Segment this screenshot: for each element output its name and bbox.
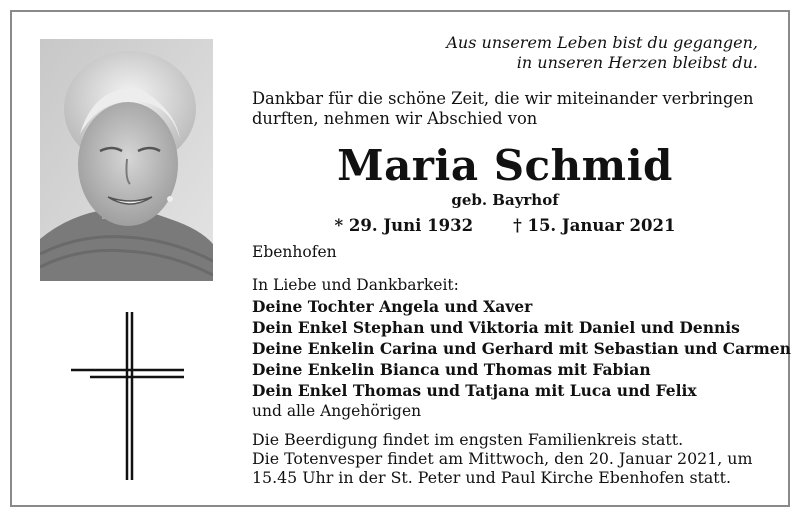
notice-line-1: Die Beerdigung findet im engsten Familienkreis statt. — [252, 430, 684, 449]
mourner-entry: Deine Enkelin Carina und Gerhard mit Sebastian und Carmen — [252, 339, 791, 358]
notice-line-3: 15.45 Uhr in der St. Peter und Paul Kirche Ebenhofen statt. — [252, 468, 732, 487]
intro-line-1: Dankbar für die schöne Zeit, die wir miteinander verbringen — [252, 89, 754, 108]
mourners-heading: In Liebe und Dankbarkeit: — [252, 276, 459, 294]
portrait-photo — [40, 39, 213, 281]
birth-date: * 29. Juni 1932 — [334, 216, 474, 235]
maiden-name: geb. Bayrhof — [451, 191, 559, 209]
deceased-name: Maria Schmid — [337, 141, 673, 190]
death-date: † 15. Januar 2021 — [513, 216, 676, 235]
mourner-entry: Dein Enkel Stephan und Viktoria mit Daniel und Dennis — [252, 318, 740, 337]
mourner-entry: Dein Enkel Thomas und Tatjana mit Luca und Felix — [252, 381, 697, 400]
verse-line-2: in unseren Herzen bleibst du. — [516, 53, 758, 72]
residence-place: Ebenhofen — [252, 243, 337, 261]
funeral-notice — [252, 430, 772, 487]
life-dates — [252, 214, 758, 238]
intro-line-2: durften, nehmen wir Abschied von — [252, 109, 538, 128]
mourners-list — [252, 275, 791, 422]
intro-text — [252, 89, 762, 129]
mourner-entry: Deine Tochter Angela und Xaver — [252, 297, 533, 316]
mourners-closing: und alle Angehörigen — [252, 402, 422, 420]
memorial-verse — [440, 33, 758, 73]
mourner-entry: Deine Enkelin Bianca und Thomas mit Fabian — [252, 360, 651, 379]
cross-icon — [70, 310, 185, 482]
notice-line-2: Die Totenvesper findet am Mittwoch, den 20. Januar 2021, um — [252, 449, 753, 468]
verse-line-1: Aus unserem Leben bist du gegangen, — [446, 33, 758, 52]
